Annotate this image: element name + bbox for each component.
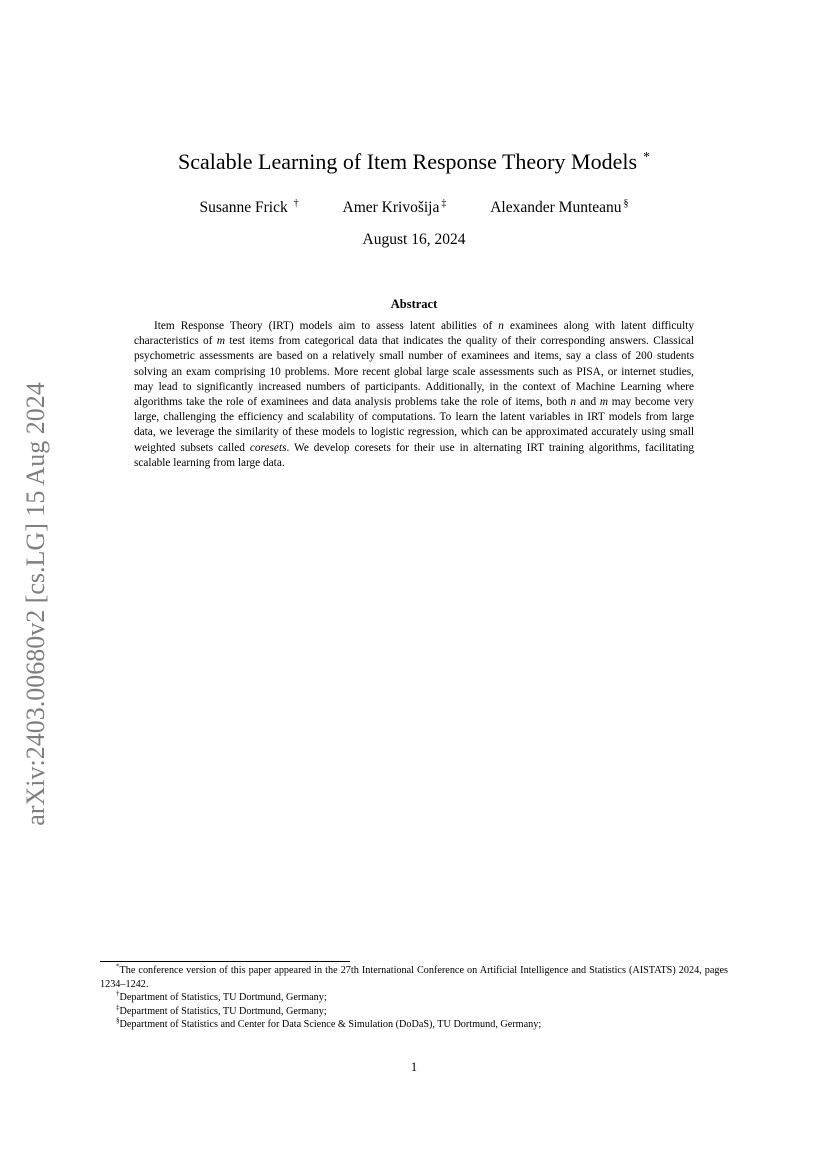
footnotes bbox=[100, 964, 728, 1032]
author-affiliation-mark: § bbox=[623, 197, 629, 209]
math-variable: m bbox=[216, 335, 225, 348]
title-footnote-mark: * bbox=[643, 149, 651, 165]
footnote bbox=[100, 1018, 728, 1032]
paper-date: August 16, 2024 bbox=[362, 231, 466, 248]
abstract-text: may become very large, challenging the efficiency and scalability of computations. To learn the latent variables in IRT models from large data, we leverage the similarity of these models to logistic regression, which can be approximated accurately using small weighted subsets called bbox=[134, 396, 694, 454]
footnote-divider bbox=[100, 961, 350, 962]
author-name: Amer Krivošija bbox=[342, 199, 440, 216]
emphasized-term: coresets bbox=[249, 441, 287, 454]
abstract-text: and bbox=[576, 396, 600, 409]
footnote-mark: † bbox=[116, 989, 120, 998]
footnote-text: The conference version of this paper appeared in the 27th International Conference on Artificial Intelligence and Statistics (AISTATS) 2024, pages 1234–1242. bbox=[100, 965, 728, 990]
footnote-text: Department of Statistics and Center for Data Science & Simulation (DoDaS), TU Dortmund, Germany; bbox=[119, 1019, 542, 1030]
footnote-mark: * bbox=[116, 962, 120, 971]
math-variable: m bbox=[599, 396, 609, 409]
author-name: Susanne Frick bbox=[199, 199, 288, 216]
abstract-body bbox=[134, 319, 694, 471]
math-variable: n bbox=[570, 396, 577, 409]
abstract-text: Item Response Theory (IRT) models aim to assess latent abilities of bbox=[154, 320, 499, 332]
author-affiliation-mark: † bbox=[293, 197, 299, 209]
abstract-heading: Abstract bbox=[390, 297, 438, 311]
author bbox=[343, 197, 447, 219]
paper-title: Scalable Learning of Item Response Theory Models bbox=[177, 149, 638, 174]
author bbox=[199, 197, 298, 219]
footnote-text: Department of Statistics, TU Dortmund, Germany; bbox=[119, 1005, 327, 1017]
paper-title-block bbox=[0, 147, 828, 177]
arxiv-identifier: arXiv:2403.00680v2 [cs.LG] 15 Aug 2024 bbox=[21, 382, 50, 826]
footnote bbox=[100, 991, 728, 1005]
footnote bbox=[100, 1005, 728, 1019]
footnote-mark: § bbox=[116, 1016, 120, 1025]
footnote-mark: ‡ bbox=[116, 1003, 120, 1012]
abstract-text: examinees along with latent difficulty characteristics of bbox=[134, 320, 695, 348]
footnote-text: Department of Statistics, TU Dortmund, Germany; bbox=[119, 992, 327, 1003]
math-variable: n bbox=[498, 320, 504, 332]
author-affiliation-mark: ‡ bbox=[441, 197, 447, 209]
author-list bbox=[0, 197, 828, 219]
abstract-text: . We develop coresets for their use in alternating IRT training algorithms, facilitating scalable learning from large data. bbox=[134, 441, 694, 469]
abstract-text: test items from categorical data that indicates the quality of their corresponding answers. Classical psychometric assessments are based on a relatively small number of examinees and items, say a class of 200 students solving an exam comprising 10 problems. More recent global large scale assessments such as PISA, or internet studies, may lead to significantly increased numbers of participants. Additionally, in the context of Machine Learning where algorithms take the role of examinees and data analysis problems take the role of items, both bbox=[134, 335, 694, 409]
author bbox=[490, 197, 628, 219]
footnote bbox=[100, 964, 728, 991]
page-number: 1 bbox=[410, 1060, 418, 1074]
author-name: Alexander Munteanu bbox=[490, 199, 622, 216]
